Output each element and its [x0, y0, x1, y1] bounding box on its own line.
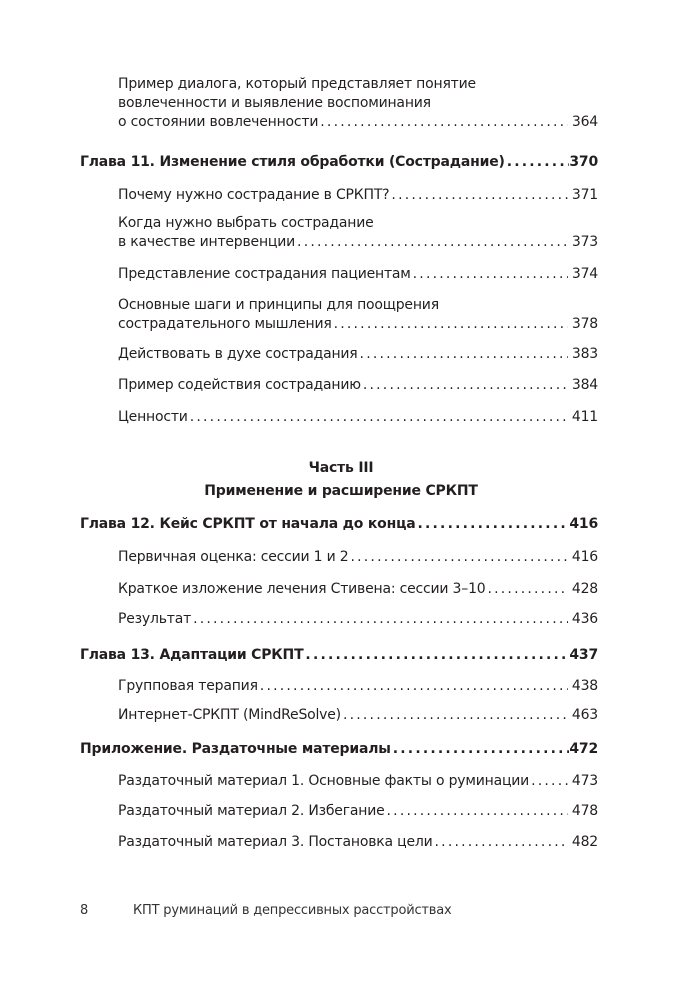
entry-page-number: 463 [571, 707, 598, 723]
dot-leader [320, 113, 568, 132]
entry-page-number: 371 [571, 187, 598, 203]
toc-section-entry [118, 214, 598, 252]
entry-row [118, 186, 598, 205]
toc-section-entry [118, 376, 598, 395]
entry-title: Представление сострадания пациентам [118, 266, 411, 282]
dot-leader [363, 376, 568, 395]
entry-title: в качестве интервенции [118, 234, 296, 250]
entry-row [80, 740, 598, 759]
toc-section-entry [118, 610, 598, 629]
entry-page-number: 416 [571, 549, 598, 565]
toc-chapter-entry [80, 153, 598, 172]
entry-row [80, 153, 598, 172]
entry-page-number: 364 [571, 114, 598, 130]
part-number: Часть III [308, 460, 374, 476]
entry-title: Ценности [118, 409, 188, 425]
dot-leader [350, 548, 567, 567]
entry-page-number: 373 [571, 234, 598, 250]
entry-page-number: 482 [571, 834, 598, 850]
entry-page-number: 370 [569, 154, 598, 170]
entry-title-line: Основные шаги и принципы для поощрения [118, 297, 439, 313]
entry-title: Групповая терапия [118, 678, 258, 694]
entry-page-number: 428 [571, 581, 598, 597]
dot-leader [260, 677, 568, 696]
toc-section-entry [118, 677, 598, 696]
entry-row [118, 408, 598, 427]
entry-title: Раздаточный материал 3. Постановка цели [118, 834, 433, 850]
entry-row [118, 677, 598, 696]
toc-section-entry [118, 833, 598, 852]
dot-leader [297, 233, 568, 252]
entry-title: о состоянии вовлеченности [118, 114, 319, 130]
entry-row [80, 646, 598, 665]
entry-page-number: 374 [571, 266, 598, 282]
entry-title: Первичная оценка: сессии 1 и 2 [118, 549, 349, 565]
dot-leader [393, 740, 570, 759]
entry-title: Глава 12. Кейс СРКПТ от начала до конца [80, 516, 416, 532]
entry-page-number: 438 [571, 678, 598, 694]
entry-row [118, 802, 598, 821]
toc-chapter-entry [80, 740, 598, 759]
entry-page-number: 473 [571, 773, 598, 789]
part-title: Применение и расширение СРКПТ [204, 483, 478, 499]
toc-section-entry [118, 186, 598, 205]
toc-chapter-entry [80, 515, 598, 534]
entry-title-line: вовлеченности и выявление воспоминания [118, 95, 431, 111]
entry-row [118, 113, 598, 132]
dot-leader [435, 833, 568, 852]
entry-row [118, 376, 598, 395]
entry-row [118, 345, 598, 364]
entry-row [118, 315, 598, 334]
entry-row [118, 233, 598, 252]
entry-page-number: 416 [569, 516, 598, 532]
footer-page-number: 8 [80, 903, 89, 918]
toc-section-entry [118, 548, 598, 567]
toc-section-entry [118, 296, 598, 334]
dot-leader [360, 345, 568, 364]
dot-leader [190, 408, 568, 427]
entry-title: Почему нужно сострадание в СРКПТ? [118, 187, 390, 203]
toc-chapter-entry [80, 646, 598, 665]
dot-leader [418, 515, 570, 534]
dot-leader [343, 706, 568, 725]
toc-section-entry [118, 802, 598, 821]
entry-title: Глава 11. Изменение стиля обработки (Сострадание) [80, 154, 505, 170]
entry-row [118, 580, 598, 599]
toc-section-entry [118, 772, 598, 791]
entry-title: Глава 13. Адаптации СРКПТ [80, 647, 304, 663]
dot-leader [391, 186, 567, 205]
entry-page-number: 478 [571, 803, 598, 819]
entry-title-line: Когда нужно выбрать сострадание [118, 215, 374, 231]
entry-page-number: 437 [569, 647, 598, 663]
dot-leader [305, 646, 569, 665]
entry-row [80, 515, 598, 534]
dot-leader [413, 265, 568, 284]
entry-page-number: 384 [571, 377, 598, 393]
entry-title-line: Пример диалога, который представляет понятие [118, 76, 476, 92]
entry-title: Краткое изложение лечения Стивена: сессии 3–10 [118, 581, 486, 597]
entry-row [118, 548, 598, 567]
dot-leader [531, 772, 568, 791]
entry-row [118, 265, 598, 284]
toc-section-entry [118, 580, 598, 599]
entry-page-number: 411 [571, 409, 598, 425]
entry-page-number: 436 [571, 611, 598, 627]
entry-page-number: 383 [571, 346, 598, 362]
entry-page-number: 472 [569, 741, 598, 757]
dot-leader [334, 315, 568, 334]
entry-title: Раздаточный материал 2. Избегание [118, 803, 385, 819]
entry-page-number: 378 [571, 316, 598, 332]
toc-section-entry [118, 75, 598, 132]
entry-title: Интернет-СРКПТ (MindReSolve) [118, 707, 341, 723]
entry-row [118, 610, 598, 629]
toc-section-entry [118, 408, 598, 427]
footer-running-title: КПТ руминаций в депрессивных расстройствах [133, 903, 452, 918]
entry-row [118, 772, 598, 791]
entry-title: Действовать в духе сострадания [118, 346, 358, 362]
entry-row [118, 706, 598, 725]
dot-leader [387, 802, 568, 821]
entry-title: сострадательного мышления [118, 316, 332, 332]
entry-title: Пример содействия состраданию [118, 377, 361, 393]
entry-title: Результат [118, 611, 192, 627]
dot-leader [507, 153, 570, 172]
toc-section-entry [118, 706, 598, 725]
dot-leader [487, 580, 567, 599]
toc-section-entry [118, 265, 598, 284]
entry-title: Раздаточный материал 1. Основные факты о руминации [118, 773, 530, 789]
entry-row [118, 833, 598, 852]
toc-section-entry [118, 345, 598, 364]
entry-title: Приложение. Раздаточные материалы [80, 741, 391, 757]
dot-leader [193, 610, 568, 629]
